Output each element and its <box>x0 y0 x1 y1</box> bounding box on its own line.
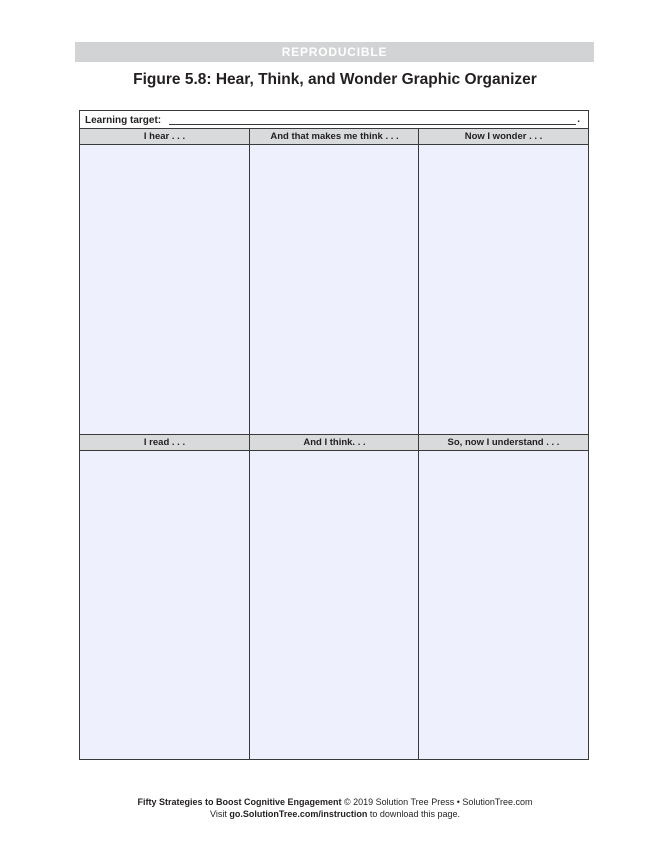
column-header: I read . . . <box>80 435 249 451</box>
column-header: And that makes me think . . . <box>250 129 419 145</box>
writing-area[interactable] <box>419 145 588 434</box>
writing-area[interactable] <box>250 145 419 434</box>
column-header: And I think. . . <box>250 435 419 451</box>
column-header: So, now I understand . . . <box>419 435 588 451</box>
book-title: Fifty Strategies to Boost Cognitive Engagement <box>137 797 342 807</box>
graphic-organizer <box>79 110 589 760</box>
reproducible-banner: REPRODUCIBLE <box>75 42 594 62</box>
learning-target-row <box>80 111 588 129</box>
column-makes-me-think <box>250 129 419 434</box>
copyright: © 2019 Solution Tree Press • SolutionTree.com <box>344 797 533 807</box>
figure-title: Figure 5.8: Hear, Think, and Wonder Graphic Organizer <box>133 71 537 88</box>
column-header: I hear . . . <box>80 129 249 145</box>
column-i-hear <box>80 129 249 434</box>
writing-area[interactable] <box>80 145 249 434</box>
download-url[interactable]: go.SolutionTree.com/instruction <box>229 809 368 819</box>
footer-line-2 <box>0 809 670 819</box>
writing-area[interactable] <box>80 451 249 759</box>
column-and-i-think <box>250 435 419 759</box>
writing-area[interactable] <box>419 451 588 759</box>
column-now-i-wonder <box>419 129 588 434</box>
writing-area[interactable] <box>250 451 419 759</box>
visit-prefix: Visit <box>210 809 227 819</box>
column-header: Now I wonder . . . <box>419 129 588 145</box>
column-now-i-understand <box>419 435 588 759</box>
visit-suffix: to download this page. <box>369 809 460 819</box>
column-i-read <box>80 435 249 759</box>
column-divider <box>418 129 419 759</box>
learning-target-blank[interactable] <box>169 124 576 125</box>
learning-target-label: Learning target: <box>85 115 162 126</box>
footer-line-1 <box>0 797 670 807</box>
learning-target-period: . <box>577 114 580 125</box>
column-divider <box>249 129 250 759</box>
